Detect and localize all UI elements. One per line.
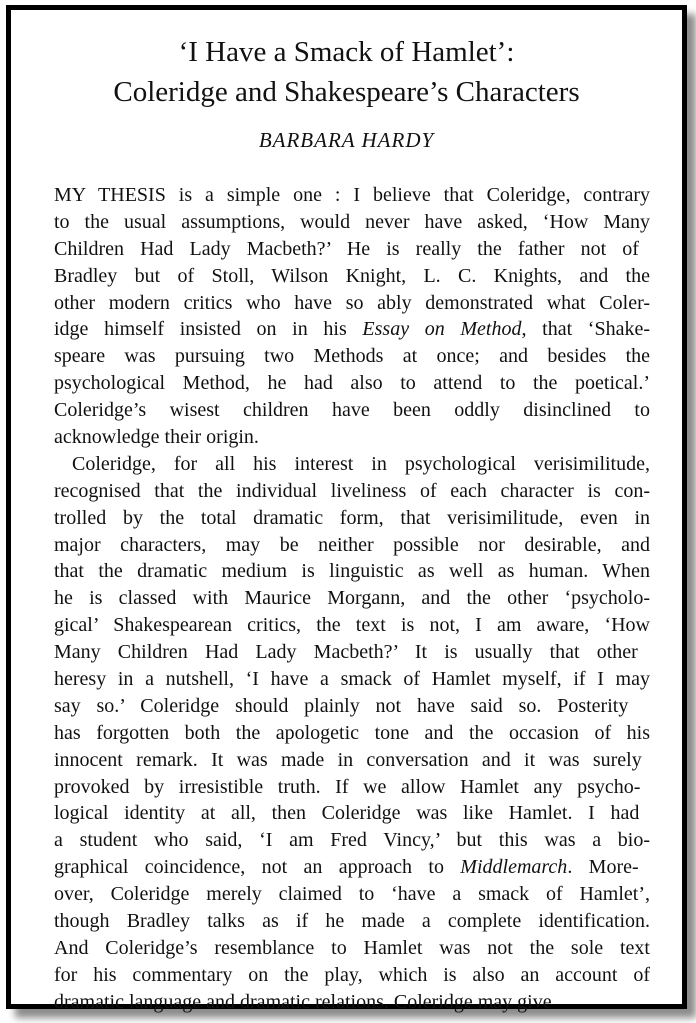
- text-line: acknowledge their origin.: [54, 426, 259, 449]
- text-line: psychological Method, he had also to attend to the poetical.’: [54, 372, 650, 395]
- text-line: say so.’ Coleridge should plainly not have said so. Posterity: [54, 694, 629, 717]
- text-line: provoked by irresistible truth. If we allow Hamlet any psycho-: [54, 775, 641, 798]
- article-body: [54, 182, 650, 1016]
- text-line: And Coleridge’s resemblance to Hamlet was not the sole text: [54, 936, 650, 959]
- text-line: Many Children Had Lady Macbeth?’ It is usually that other: [54, 641, 638, 664]
- italic-title-middlemarch: Middlemarch: [460, 856, 568, 879]
- text-line: major characters, may be neither possible nor desirable, and: [54, 533, 650, 556]
- text-line: heresy in a nutshell, ‘I have a smack of Hamlet myself, if I may: [54, 668, 650, 691]
- title-line-2: Coleridge and Shakespeare’s Characters: [113, 76, 580, 108]
- text-line: over, Coleridge merely claimed to ‘have a smack of Hamlet’,: [54, 883, 650, 906]
- text-line: MY THESIS is a simple one : I believe that Coleridge, contrary: [54, 184, 650, 206]
- text-line: though Bradley talks as if he made a complete identification.: [54, 910, 650, 933]
- text-line: Coleridge’s wisest children have been oddly disinclined to: [54, 399, 650, 422]
- text-line: trolled by the total dramatic form, that verisimilitude, even in: [54, 506, 650, 529]
- text-line: graphical coincidence, not an approach to Middlemarch. More-: [54, 856, 639, 879]
- text-line: innocent remark. It was made in conversation and it was surely: [54, 748, 642, 771]
- text-line: to the usual assumptions, would never have asked, ‘How Many: [54, 210, 650, 233]
- title-line-1: ‘I Have a Smack of Hamlet’:: [178, 36, 515, 68]
- text-line: has forgotten both the apologetic tone and the occasion of his: [54, 721, 650, 744]
- author-name: BARBARA HARDY: [258, 128, 435, 152]
- text-line: recognised that the individual liveliness of each character is con-: [54, 479, 650, 502]
- text-line: for his commentary on the play, which is also an account of: [54, 963, 650, 986]
- text-line: logical identity at all, then Coleridge was like Hamlet. I had: [54, 802, 640, 825]
- article-title: [11, 32, 682, 112]
- text-line: Coleridge, for all his interest in psychological verisimilitude,: [72, 452, 650, 475]
- italic-title-essay-on-method: Essay on Method: [362, 318, 522, 341]
- text-line: idge himself insisted on in his Essay on Method, that ‘Shake-: [54, 318, 650, 341]
- text-line: a student who said, ‘I am Fred Vincy,’ but this was a bio-: [54, 829, 650, 852]
- text-line: Children Had Lady Macbeth?’ He is really the father not of: [54, 237, 639, 260]
- text-line: he is classed with Maurice Morgann, and the other ‘psycholo-: [54, 587, 650, 610]
- text-line: Bradley but of Stoll, Wilson Knight, L. C. Knights, and the: [54, 264, 650, 287]
- text-line: other modern critics who have so ably demonstrated what Coler-: [54, 291, 650, 314]
- text-line: gical’ Shakespearean critics, the text is not, I am aware, ‘How: [54, 614, 650, 637]
- page-frame: [6, 5, 687, 1013]
- text-line: speare was pursuing two Methods at once; and besides the: [54, 345, 650, 368]
- text-line: that the dramatic medium is linguistic as well as human. When: [54, 560, 650, 583]
- text-line: dramatic language and dramatic relations. Coleridge may give: [54, 990, 552, 1013]
